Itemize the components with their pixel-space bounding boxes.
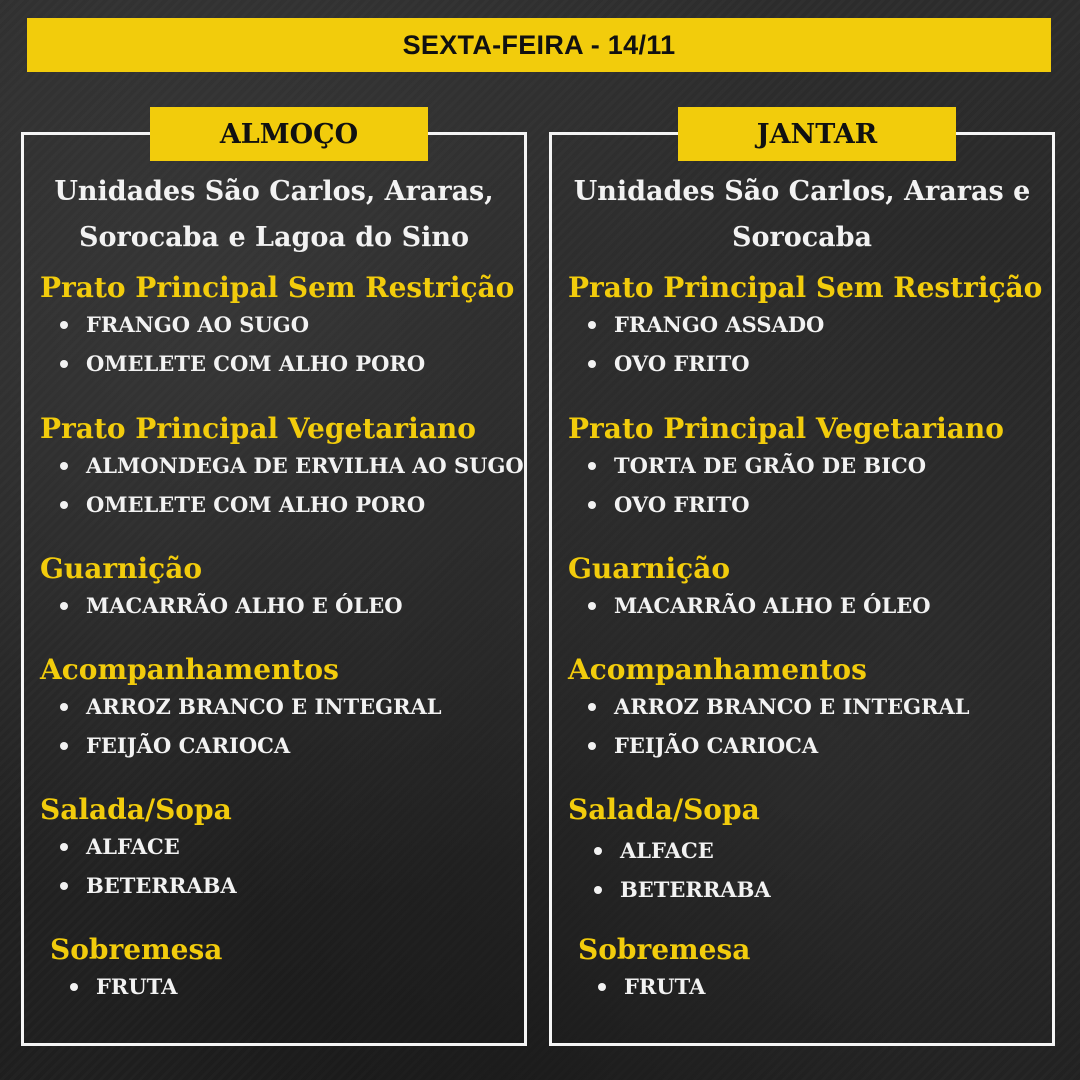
dinner-section-side [568,552,1044,625]
section-title: Salada/Sopa [40,793,232,826]
lunch-section-accompaniments [40,653,516,765]
item-label: BETERRABA [620,877,771,902]
section-title: Salada/Sopa [568,793,760,826]
bullet-icon [588,703,596,711]
list-item [568,446,1044,485]
bullet-icon [70,983,78,991]
section-title: Prato Principal Vegetariano [568,412,1004,445]
lunch-tab-label: ALMOÇO [150,107,428,161]
list-item [578,967,1044,1006]
dinner-section-vegetarian [568,412,1044,524]
bullet-icon [60,462,68,470]
lunch-units-line2: Sorocaba e Lagoa do Sino [79,222,469,253]
item-label: ALFACE [620,838,714,863]
bullet-icon [588,360,596,368]
bullet-icon [60,321,68,329]
dinner-section-dessert [578,933,1044,1006]
bullet-icon [588,602,596,610]
item-list [40,305,516,383]
list-item [574,831,1044,870]
item-list [568,687,1044,765]
dinner-panel [549,118,1055,1046]
list-item [40,344,516,383]
dinner-units [552,169,1052,261]
item-label: MACARRÃO ALHO E ÓLEO [614,593,931,618]
item-label: FRUTA [624,974,706,999]
item-list [40,586,516,625]
section-title: Sobremesa [578,933,751,966]
bullet-icon [594,847,602,855]
page-title: SEXTA-FEIRA - 14/11 [27,18,1051,72]
list-item [568,305,1044,344]
lunch-section-salad [40,793,516,905]
dinner-units-line2: Sorocaba [731,222,873,253]
list-item [40,446,524,485]
section-title: Prato Principal Sem Restrição [568,271,1043,304]
item-list [40,687,516,765]
section-title: Guarnição [40,552,203,585]
item-list [568,831,1044,909]
bullet-icon [60,602,68,610]
dinner-tab-label: JANTAR [678,107,956,161]
bullet-icon [588,501,596,509]
section-title: Guarnição [568,552,731,585]
list-item [568,726,1044,765]
bullet-icon [60,742,68,750]
list-item [40,305,516,344]
item-list [40,446,524,524]
item-list [50,967,516,1006]
bullet-icon [594,886,602,894]
item-label: TORTA DE GRÃO DE BICO [614,453,927,478]
list-item [568,344,1044,383]
dinner-section-main [568,271,1044,383]
lunch-section-vegetarian [40,412,524,524]
list-item [568,586,1044,625]
lunch-units-line1: Unidades São Carlos, Araras, [54,176,494,207]
item-label: OMELETE COM ALHO PORO [86,492,426,517]
item-list [568,586,1044,625]
dinner-units-line1: Unidades São Carlos, Araras e [573,176,1031,207]
item-label: ALFACE [86,834,180,859]
bullet-icon [60,360,68,368]
item-label: FRANGO AO SUGO [86,312,309,337]
list-item [40,827,516,866]
item-label: BETERRABA [86,873,237,898]
item-label: ARROZ BRANCO E INTEGRAL [614,694,970,719]
lunch-panel [21,118,527,1046]
item-label: FRANGO ASSADO [614,312,825,337]
lunch-section-main [40,271,516,383]
bullet-icon [60,501,68,509]
item-list [578,967,1044,1006]
section-title: Acompanhamentos [40,653,339,686]
lunch-section-dessert [50,933,516,1006]
item-label: OVO FRITO [614,492,750,517]
item-list [40,827,516,905]
item-label: ARROZ BRANCO E INTEGRAL [86,694,442,719]
bullet-icon [60,703,68,711]
list-item [574,870,1044,909]
list-item [40,485,516,524]
list-item [50,967,516,1006]
dinner-section-accompaniments [568,653,1044,765]
section-title: Acompanhamentos [568,653,867,686]
bullet-icon [60,843,68,851]
dinner-section-salad [568,793,1044,909]
item-list [568,446,1044,524]
item-label: MACARRÃO ALHO E ÓLEO [86,593,403,618]
bullet-icon [588,742,596,750]
list-item [568,687,1044,726]
bullet-icon [598,983,606,991]
list-item [40,866,516,905]
list-item [568,485,1044,524]
list-item [40,586,516,625]
item-label: FEIJÃO CARIOCA [614,733,819,758]
bullet-icon [60,882,68,890]
lunch-section-side [40,552,516,625]
item-label: OMELETE COM ALHO PORO [86,351,426,376]
section-title: Prato Principal Vegetariano [40,412,476,445]
item-label: OVO FRITO [614,351,750,376]
item-label: FEIJÃO CARIOCA [86,733,291,758]
item-list [568,305,1044,383]
section-title: Sobremesa [50,933,223,966]
item-label: FRUTA [96,974,178,999]
list-item [40,687,516,726]
bullet-icon [588,462,596,470]
section-title: Prato Principal Sem Restrição [40,271,515,304]
bullet-icon [588,321,596,329]
item-label: ALMONDEGA DE ERVILHA AO SUGO [86,453,524,478]
lunch-units [24,169,524,261]
list-item [40,726,516,765]
